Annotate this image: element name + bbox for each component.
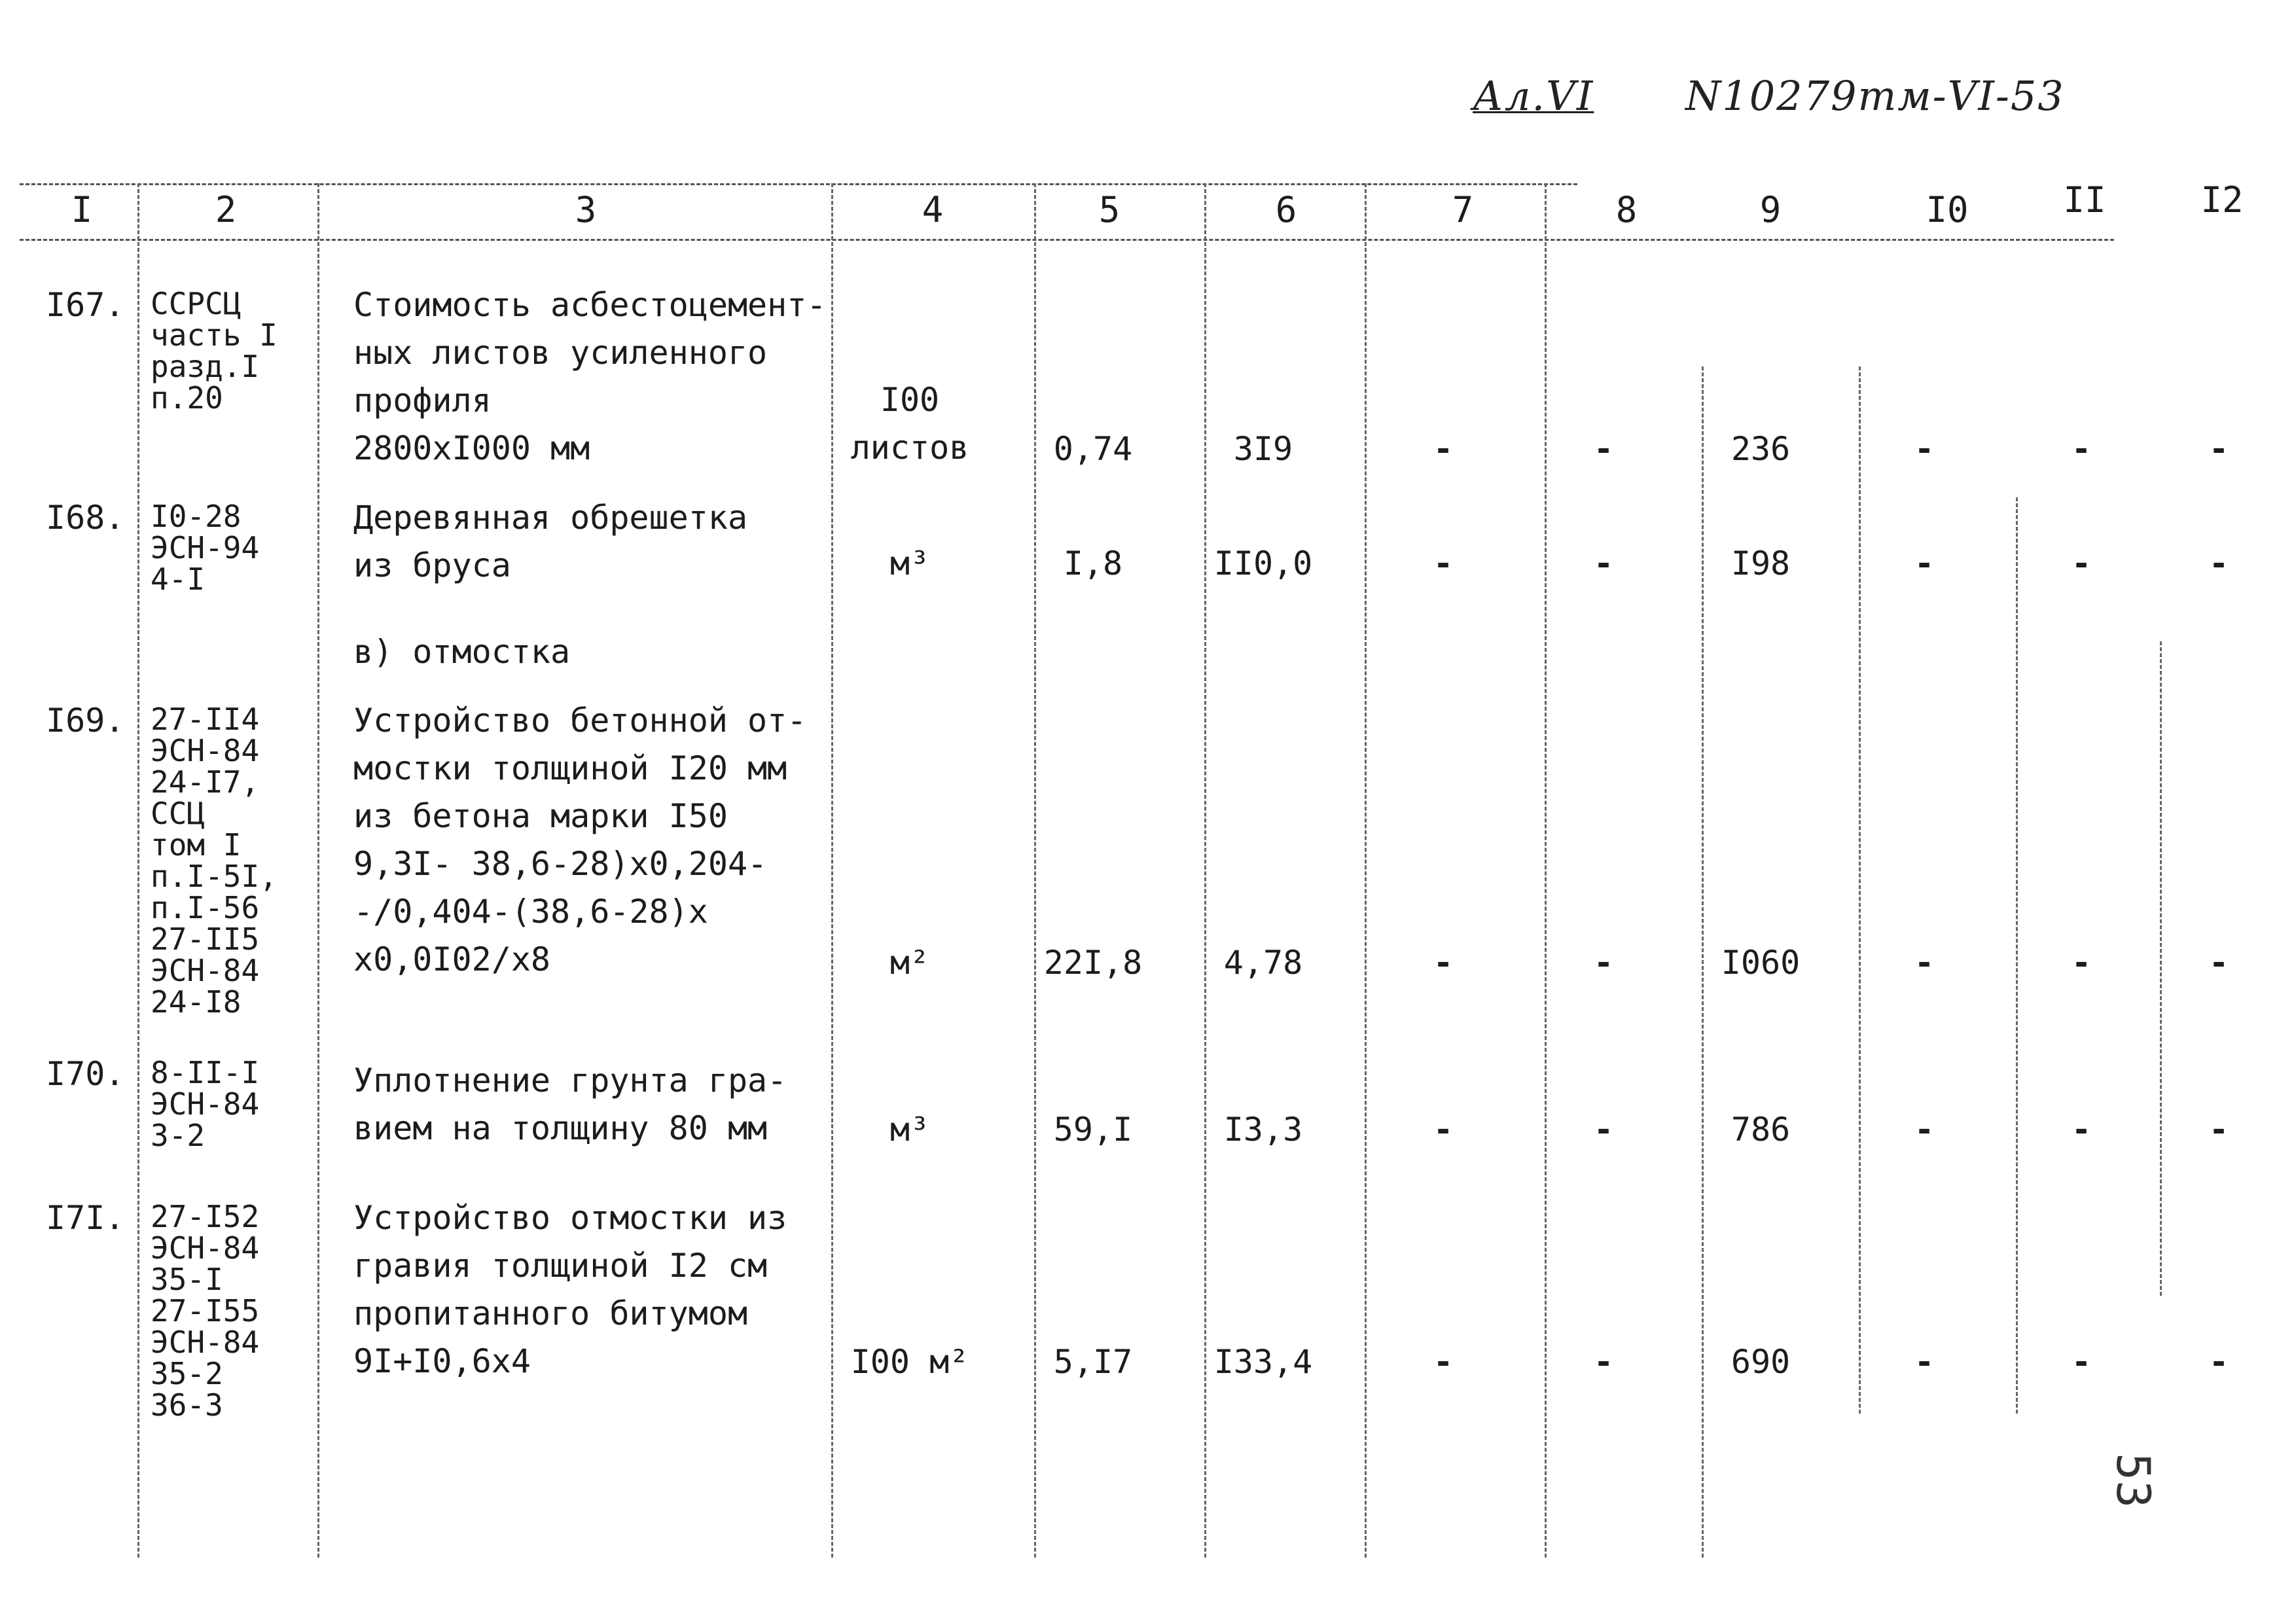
column-divider-2: [317, 183, 319, 1558]
quantity: I,8: [1063, 544, 1123, 582]
total-cost: 786: [1731, 1111, 1791, 1149]
total-cost: I98: [1731, 544, 1791, 582]
cell-12: -: [2208, 1343, 2229, 1381]
column-header-4: 4: [922, 189, 944, 230]
column-header-12: I2: [2200, 179, 2244, 221]
cell-10: -: [1914, 1111, 1935, 1149]
cell-7: -: [1433, 944, 1454, 982]
unit: I00 м²: [850, 1343, 969, 1381]
work-description: Стоимость асбестоцемент- ных листов усиленного профиля 2800хI000 мм: [353, 286, 827, 467]
row-number: I67.: [46, 286, 125, 324]
cell-8: -: [1593, 1111, 1614, 1149]
column-divider-9: [1859, 366, 1861, 1414]
unit: I00 листов: [850, 381, 969, 467]
page-number: 53: [2106, 1453, 2160, 1508]
row-number: I70.: [46, 1055, 125, 1093]
cell-8: -: [1593, 944, 1614, 982]
row-number: I7I.: [46, 1199, 125, 1237]
work-description: Устройство отмостки из гравия толщиной I2 см пропитанного битумом 9I+I0,6х4: [353, 1199, 787, 1380]
row-number: I69.: [46, 702, 125, 740]
quantity: 59,I: [1053, 1111, 1133, 1149]
unit-cost: I3,3: [1223, 1111, 1303, 1149]
cell-11: -: [2071, 1343, 2092, 1381]
total-cost: 236: [1731, 430, 1791, 468]
cell-12: -: [2208, 544, 2229, 582]
cell-7: -: [1433, 1343, 1454, 1381]
cell-10: -: [1914, 1343, 1935, 1381]
column-header-5: 5: [1098, 189, 1121, 230]
row-number: I68.: [46, 499, 125, 537]
cell-12: -: [2208, 944, 2229, 982]
unit: м²: [889, 944, 930, 982]
cell-12: -: [2208, 1111, 2229, 1149]
norm-code: 8-II-I ЭСН-84 3-2: [151, 1055, 260, 1153]
total-cost: 690: [1731, 1343, 1791, 1381]
column-header-10: I0: [1926, 189, 1969, 230]
quantity: 5,I7: [1053, 1343, 1133, 1381]
column-header-9: 9: [1759, 189, 1782, 230]
cell-8: -: [1593, 544, 1614, 582]
norm-code: 27-II4 ЭСН-84 24-I7, ССЦ том I п.I-5I, п.I-56 27-II5 ЭСН-84 24-I8: [151, 702, 278, 1020]
column-header-2: 2: [215, 189, 237, 230]
column-header-7: 7: [1452, 189, 1474, 230]
norm-code: 27-I52 ЭСН-84 35-I 27-I55 ЭСН-84 35-2 36-3: [151, 1199, 260, 1423]
column-header-11: II: [2063, 179, 2106, 221]
column-header-8: 8: [1615, 189, 1638, 230]
sheet-mark: Ал.VI: [1473, 72, 1594, 120]
cell-8: -: [1593, 1343, 1614, 1381]
header-bottom-rule: [20, 239, 2114, 241]
document-code: N10279тм-VI-53: [1685, 72, 2065, 120]
section-heading: в) отмостка: [353, 633, 571, 671]
unit-cost: 3I9: [1233, 430, 1293, 468]
cell-8: -: [1593, 430, 1614, 468]
column-divider-1: [137, 183, 139, 1558]
quantity: 22I,8: [1043, 944, 1143, 982]
cell-10: -: [1914, 544, 1935, 582]
cell-11: -: [2071, 944, 2092, 982]
unit-cost: 4,78: [1223, 944, 1303, 982]
column-header-1: I: [71, 189, 93, 230]
cell-10: -: [1914, 944, 1935, 982]
cell-7: -: [1433, 1111, 1454, 1149]
unit: м³: [889, 1111, 930, 1149]
norm-code: I0-28 ЭСН-94 4-I: [151, 499, 260, 597]
unit-cost: I33,4: [1213, 1343, 1313, 1381]
norm-code: ССРСЦ часть I разд.I п.20: [151, 286, 278, 416]
quantity: 0,74: [1053, 430, 1133, 468]
work-description: Устройство бетонной от- мостки толщиной I20 мм из бетона марки I50 9,3I- 38,6-28)х0,204- -/0,404-(38,6-28)х х0,0I02/х8: [353, 702, 807, 978]
unit-cost: II0,0: [1213, 544, 1313, 582]
header-top-rule: [20, 183, 1577, 185]
column-header-3: 3: [575, 189, 597, 230]
cell-10: -: [1914, 430, 1935, 468]
column-header-6: 6: [1275, 189, 1297, 230]
cell-12: -: [2208, 430, 2229, 468]
cell-11: -: [2071, 1111, 2092, 1149]
work-description: Уплотнение грунта гра- вием на толщину 80 мм: [353, 1061, 787, 1147]
unit: м³: [889, 544, 930, 582]
total-cost: I060: [1721, 944, 1801, 982]
cell-7: -: [1433, 544, 1454, 582]
work-description: Деревянная обрешетка из бруса: [353, 499, 748, 584]
cell-7: -: [1433, 430, 1454, 468]
cell-11: -: [2071, 544, 2092, 582]
cell-11: -: [2071, 430, 2092, 468]
